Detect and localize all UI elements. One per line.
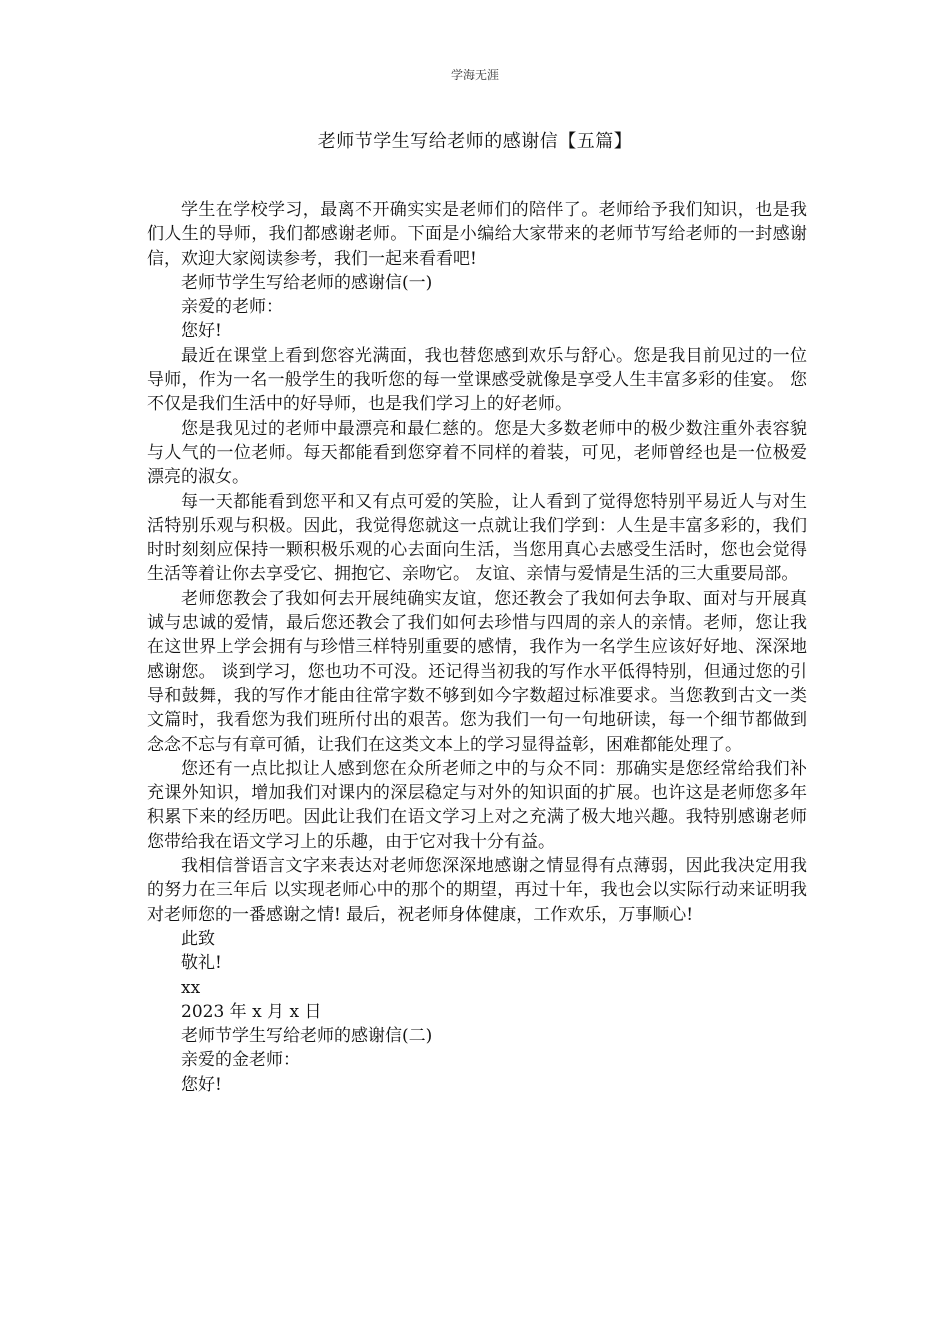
letter-1-paragraph: 最近在课堂上看到您容光满面，我也替您感到欢乐与舒心。您是我目前见过的一位导师，作为一名一般学生的我听您的每一堂课感受就像是享受人生丰富多彩的佳宴。 您不仅是我们生活中的好导师，也是我们学习上的好老师。 [147,345,807,415]
letter-1-closing: 此致 [181,928,215,949]
document-title: 老师节学生写给老师的感谢信【五篇】 [317,131,633,152]
letter-1-paragraph: 您还有一点比拟让人感到您在众所老师之中的与众不同：那确实是您经常给我们补充课外知识，增加我们对课内的深层稳定与对外的知识面的扩展。也许这是老师您多年积累下来的经历吧。因此让我们在语文学习上对之充满了极大地兴趣。我特别感谢老师您带给我在语文学习上的乐趣，由于它对我十分有益。 [147,758,807,852]
intro-paragraph: 学生在学校学习，最离不开确实实是老师们的陪伴了。老师给予我们知识，也是我们人生的导师，我们都感谢老师。下面是小编给大家带来的老师节写给老师的一封感谢信，欢迎大家阅读参考，我们一起来看看吧! [147,200,807,269]
letter-1-paragraph: 您是我见过的老师中最漂亮和最仁慈的。您是大多数老师中的极少数注重外表容貌与人气的一位老师。每天都能看到您穿着不同样的着装，可见，老师曾经也是一位极爱漂亮的淑女。 [147,418,807,488]
letter-2-heading: 老师节学生写给老师的感谢信(二) [181,1026,433,1047]
letter-2-salutation: 亲爱的金老师： [181,1050,300,1071]
page-header: 学海无涯 [450,68,499,82]
letter-1-paragraph: 我相信誉语言文字来表达对老师您深深地感谢之情显得有点薄弱，因此我决定用我的努力在三年后 以实现老师心中的那个的期望，再过十年，我也会以实际行动来证明我对老师您的一番感谢之情! 最后，祝老师身体健康，工作欢乐，万事顺心! [147,856,807,925]
letter-1-paragraph: 每一天都能看到您平和又有点可爱的笑脸，让人看到了觉得您特别平易近人与对生活特别乐观与积极。因此，我觉得您就这一点就让我们学到：人生是丰富多彩的，我们时时刻刻应保持一颗积极乐观的心去面向生活，当您用真心去感受生活时，您也会觉得生活等着让你去享受它、拥抱它、亲吻它。 友谊、亲情与爱情是生活的三大重要局部。 [147,491,807,585]
letter-1-heading: 老师节学生写给老师的感谢信(一) [181,272,433,293]
letter-1-closing-salute: 敬礼! [181,953,222,974]
letter-1-greeting: 您好! [181,321,222,342]
letter-1-paragraph: 老师您教会了我如何去开展纯确实友谊，您还教会了我如何去争取、面对与开展真诚与忠诚的爱情，最后您还教会了我们如何去珍惜与四周的亲人的亲情。老师，您让我在这世界上学会拥有与珍惜三样特别重要的感情，我作为一名学生应该好好地、深深地感谢您。 谈到学习，您也功不可没。还记得当初我的写作水平低得特别，但通过您的引导和鼓舞，我的写作才能由往常字数不够到如今字数超过标准要求。当您教到古文一类文篇时，我看您为我们班所付出的艰苦。您为我们一句一句地研读，每一个细节都做到念念不忘与有章可循，让我们在这类文本上的学习显得益彰，困难都能处理了。 [147,588,807,755]
letter-1-salutation: 亲爱的老师： [181,297,283,318]
letter-1-date: 2023 年 x 月 x 日 [181,1001,322,1022]
letter-1-signature: xx [181,977,201,998]
letter-2-greeting: 您好! [181,1074,222,1095]
document-body [147,198,807,1097]
